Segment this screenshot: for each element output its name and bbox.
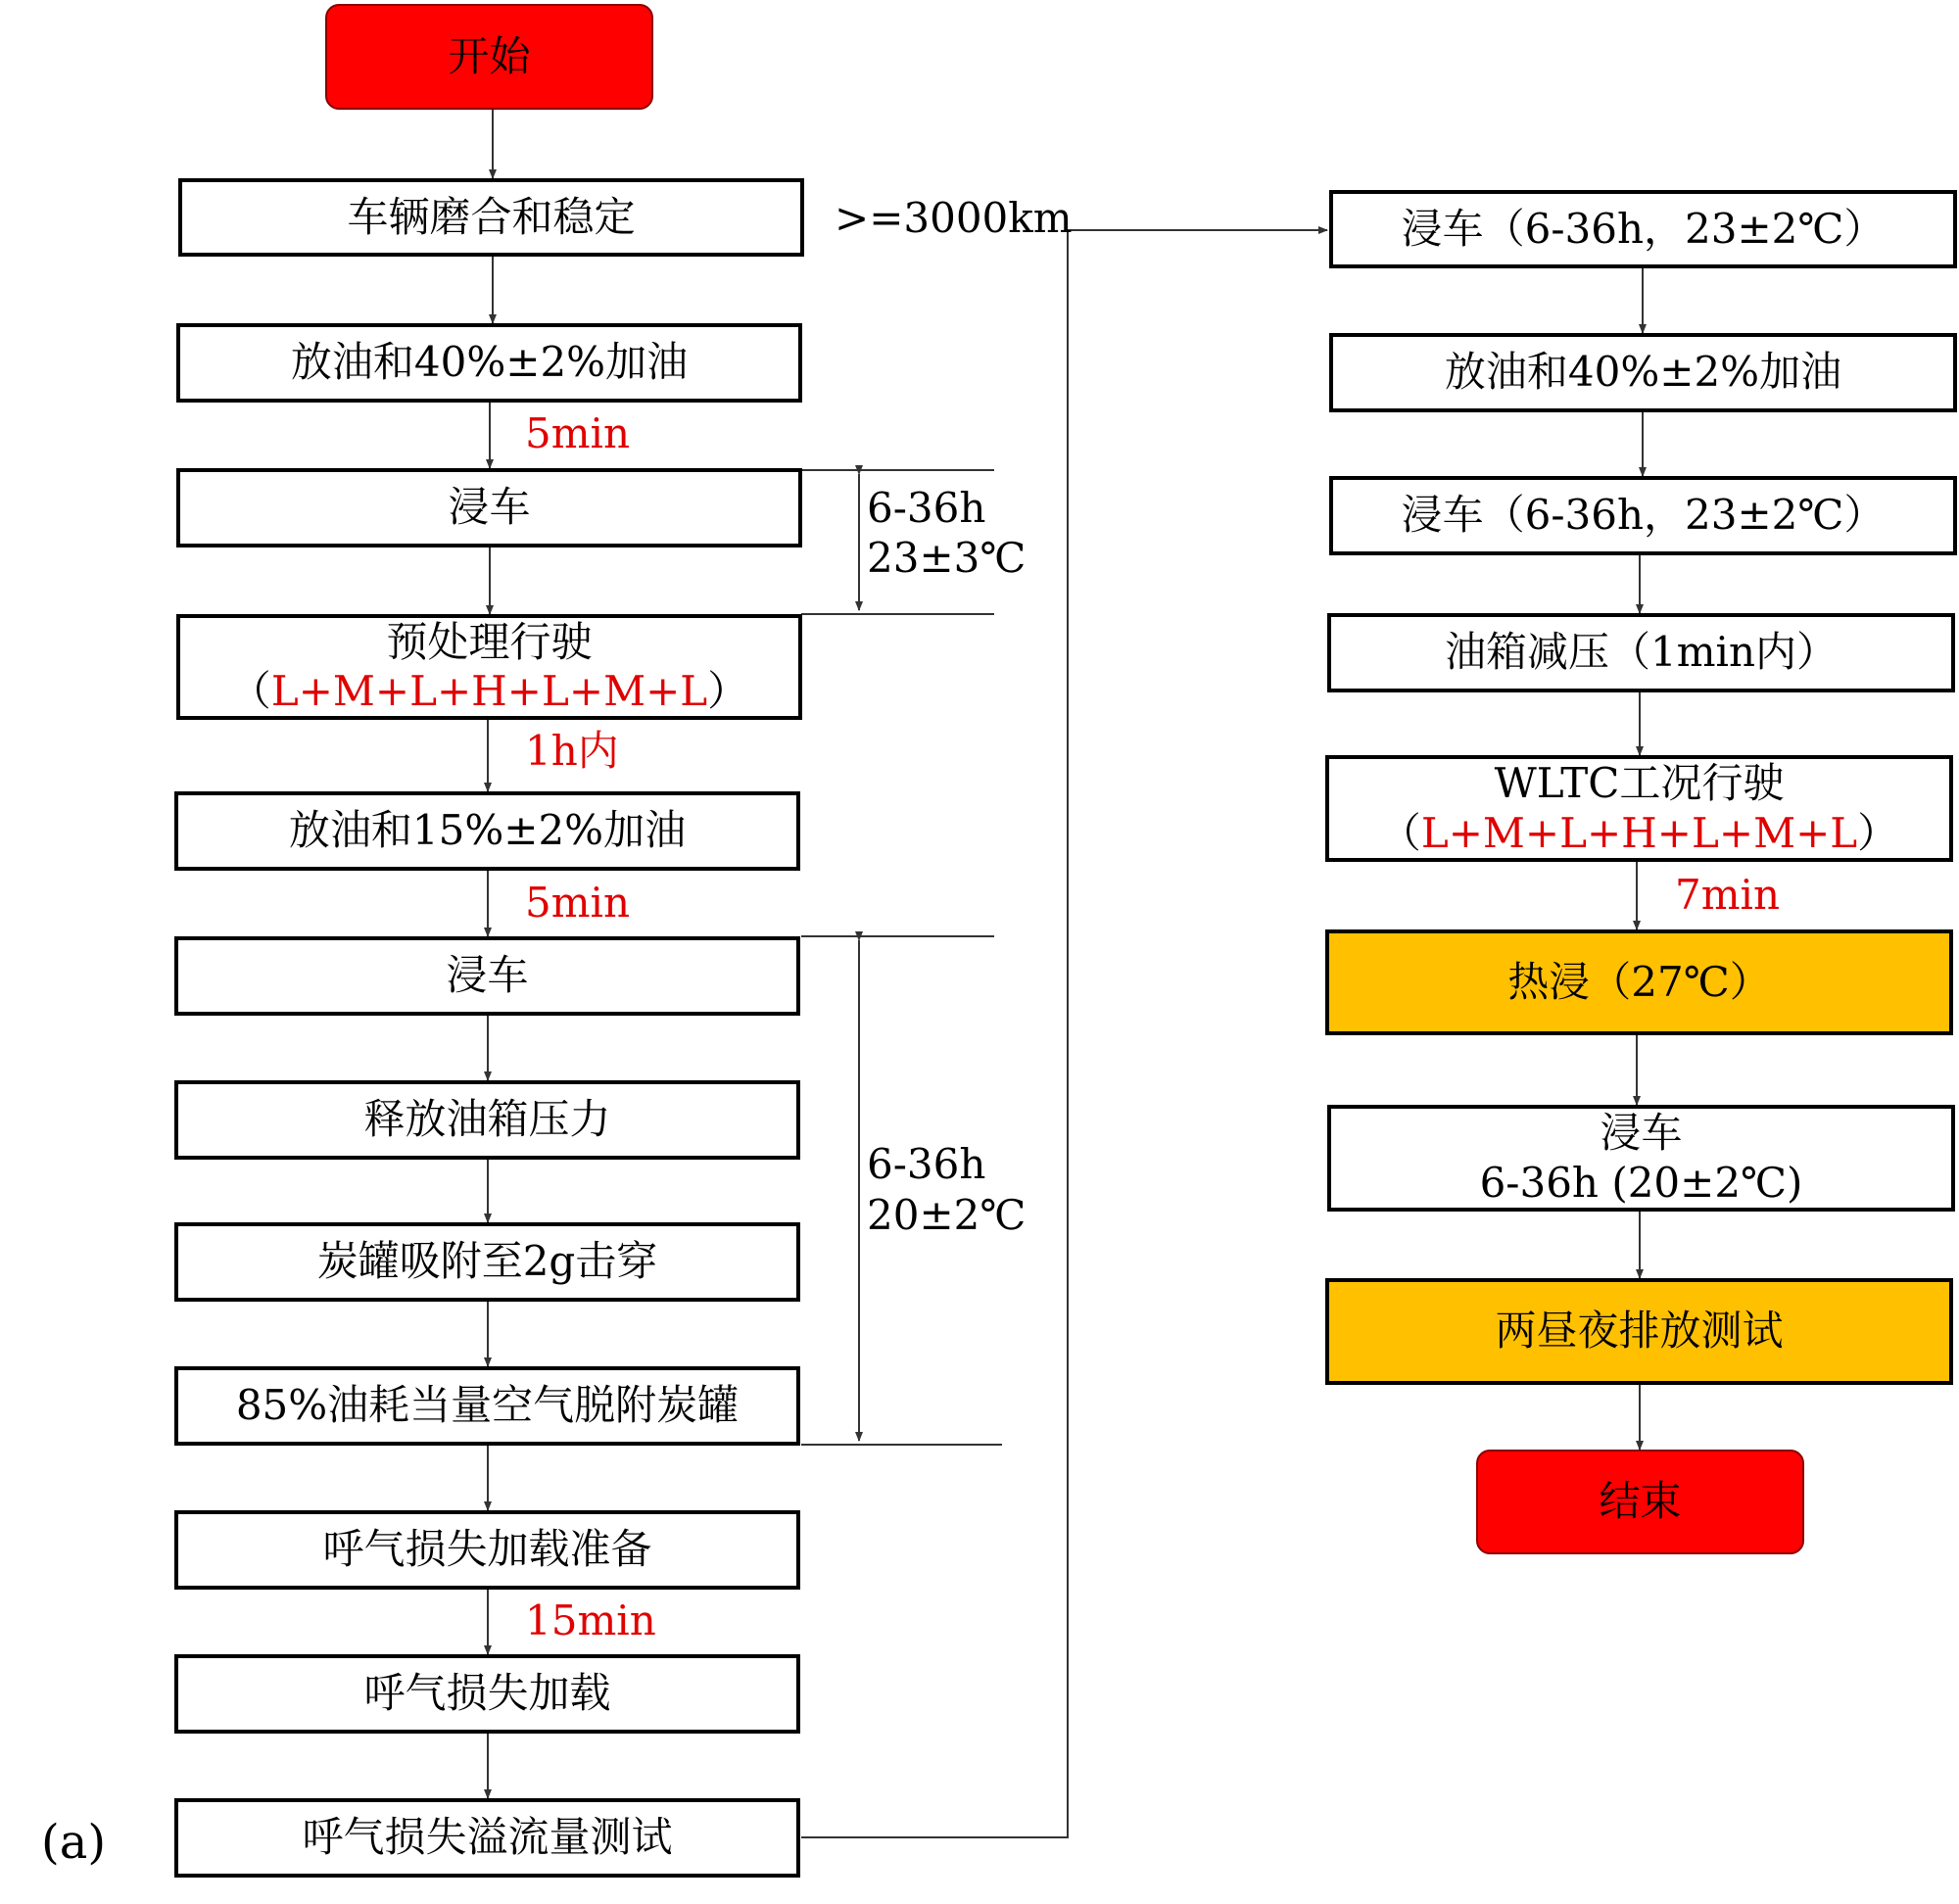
time-label-7min: 7min xyxy=(1675,871,1781,919)
step-r-soak-3: 浸车 6-36h (20±2℃) xyxy=(1327,1105,1955,1212)
soak-temp-1: 23±3℃ xyxy=(867,534,1027,582)
step-r-hot-soak: 热浸（27℃） xyxy=(1325,929,1953,1035)
time-label-15min: 15min xyxy=(525,1596,656,1644)
step-breakthrough-test: 呼气损失溢流量测试 xyxy=(174,1798,800,1878)
step-r-diurnal-test: 两昼夜排放测试 xyxy=(1325,1278,1953,1385)
step-r-soak-2: 浸车（6-36h，23±2℃） xyxy=(1329,476,1957,555)
step-breathing-loss-prep: 呼气损失加载准备 xyxy=(174,1510,800,1590)
mileage-label: >=3000km xyxy=(835,194,1073,242)
soak-temp-2: 20±2℃ xyxy=(867,1191,1027,1239)
time-label-1h: 1h内 xyxy=(525,727,619,775)
time-label-5min-2: 5min xyxy=(525,879,631,927)
start-label: 开始 xyxy=(448,31,531,80)
step-r-soak-1: 浸车（6-36h，23±2℃） xyxy=(1329,190,1957,268)
step-r-tank-depressurize: 油箱减压（1min内） xyxy=(1327,613,1955,692)
soak-duration-1: 6-36h xyxy=(867,484,986,532)
step-soak-2: 浸车 xyxy=(174,936,800,1016)
step-drain-refuel-15: 放油和15%±2%加油 xyxy=(174,791,800,871)
step-precondition-drive: 预处理行驶 （L+M+L+H+L+M+L） xyxy=(176,614,802,720)
step-canister-purge: 85%油耗当量空气脱附炭罐 xyxy=(174,1366,800,1446)
step-breathing-loss-load: 呼气损失加载 xyxy=(174,1654,800,1734)
panel-label: (a) xyxy=(41,1815,107,1870)
step-soak-1: 浸车 xyxy=(176,468,802,547)
step-canister-load: 炭罐吸附至2g击穿 xyxy=(174,1222,800,1302)
soak-duration-2: 6-36h xyxy=(867,1140,986,1188)
time-label-5min-1: 5min xyxy=(525,409,631,457)
step-break-in: 车辆磨合和稳定 xyxy=(178,178,804,257)
step-r-wltc-drive: WLTC工况行驶 （L+M+L+H+L+M+L） xyxy=(1325,755,1953,862)
step-r-drain-refuel-40: 放油和40%±2%加油 xyxy=(1329,333,1957,412)
end-label: 结束 xyxy=(1599,1477,1682,1526)
start-node xyxy=(325,4,653,110)
step-drain-refuel-40: 放油和40%±2%加油 xyxy=(176,323,802,403)
end-node xyxy=(1476,1450,1804,1554)
step-release-tank-pressure: 释放油箱压力 xyxy=(174,1080,800,1160)
